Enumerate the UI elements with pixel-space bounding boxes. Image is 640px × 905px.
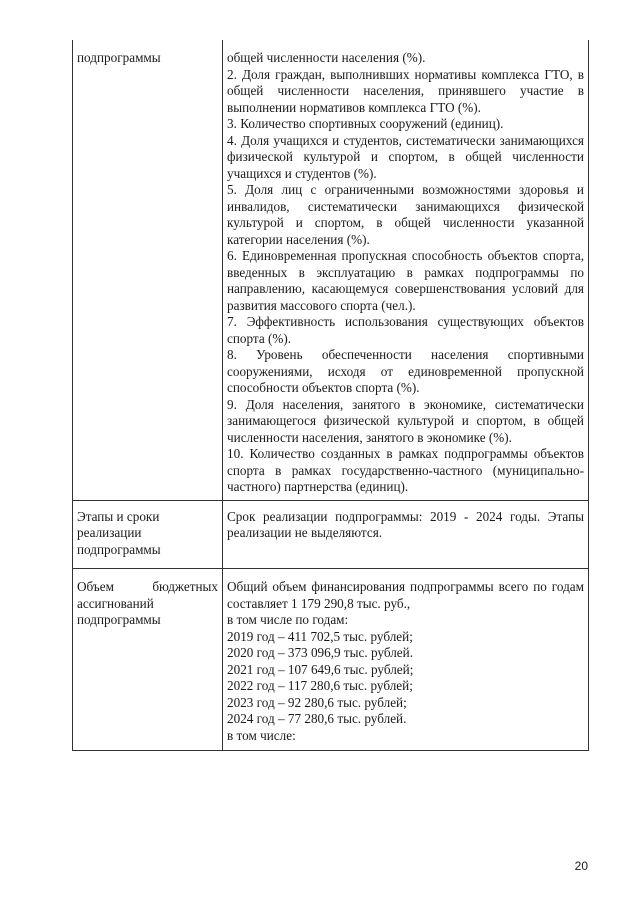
indicator-line: 9. Доля населения, занятого в экономике, систематически занимающегося физической культурой и спортом, в общей численности населения, занятого в экономике (%). bbox=[227, 396, 584, 445]
table-row-stages bbox=[73, 500, 589, 569]
indicator-line: 3. Количество спортивных сооружений (единиц). bbox=[227, 116, 504, 131]
row-label-cell bbox=[73, 569, 223, 751]
passport-table bbox=[72, 40, 589, 751]
budget-line: 2021 год – 107 649,6 тыс. рублей; bbox=[227, 661, 414, 677]
row-label-cell bbox=[73, 40, 223, 500]
row-content-cell bbox=[223, 40, 589, 500]
table-row-budget bbox=[73, 569, 589, 751]
indicator-line: 2. Доля граждан, выполнивших нормативы комплекса ГТО, в общей численности населения, принявшего участие в выполнении нормативов комплекса ГТО (%). bbox=[227, 66, 584, 115]
indicator-line: 6. Единовременная пропускная способность объектов спорта, введенных в эксплуатацию в рамках подпрограммы по направлению, касающемуся совершенствования условий для развития массового спорта (чел.). bbox=[227, 248, 584, 313]
row-label: Этапы и сроки реализации подпрограммы bbox=[77, 508, 161, 557]
budget-line: 2019 год – 411 702,5 тыс. рублей; bbox=[227, 628, 413, 644]
indicator-line: 10. Количество созданных в рамках подпрограммы объектов спорта в рамках государственно-частного (муниципально-частного) партнерства (единиц). bbox=[227, 446, 584, 494]
row-label: Объем бюджетных ассигнований подпрограммы bbox=[77, 579, 218, 627]
budget-line: 2023 год – 92 280,6 тыс. рублей; bbox=[227, 694, 407, 710]
budget-line: Общий объем финансирования подпрограммы всего по годам составляет 1 179 290,8 тыс. руб., bbox=[227, 579, 584, 611]
indicator-line: 7. Эффективность использования существующих объектов спорта (%). bbox=[227, 314, 584, 346]
row-content-cell bbox=[223, 500, 589, 569]
budget-line: 2022 год – 117 280,6 тыс. рублей; bbox=[227, 678, 413, 693]
budget-line: в том числе по годам: bbox=[227, 612, 349, 627]
page-number: 20 bbox=[574, 859, 588, 873]
table-row-indicators bbox=[73, 40, 589, 500]
row-label: подпрограммы bbox=[77, 50, 161, 65]
stages-text: Срок реализации подпрограммы: 2019 - 2024 годы. Этапы реализации не выделяются. bbox=[227, 508, 584, 540]
indicator-line: 8. Уровень обеспеченности населения спортивными сооружениями, исходя от единовременной пропускной способности объектов спорта (%). bbox=[227, 347, 584, 395]
budget-line: в том числе: bbox=[227, 727, 296, 743]
indicator-line: 4. Доля учащихся и студентов, систематически занимающихся физической культурой и спортом, в общей численности учащихся и студентов (%). bbox=[227, 132, 584, 181]
row-content-cell bbox=[223, 569, 589, 751]
budget-line: 2020 год – 373 096,9 тыс. рублей. bbox=[227, 645, 413, 660]
indicator-line: 5. Доля лиц с ограниченными возможностями здоровья и инвалидов, систематически занимающихся физической культурой и спортом, в общей численности указанной категории населения (%). bbox=[227, 182, 584, 247]
row-label-cell bbox=[73, 500, 223, 569]
indicator-line: общей численности населения (%). bbox=[227, 50, 426, 65]
budget-line: 2024 год – 77 280,6 тыс. рублей. bbox=[227, 711, 407, 726]
